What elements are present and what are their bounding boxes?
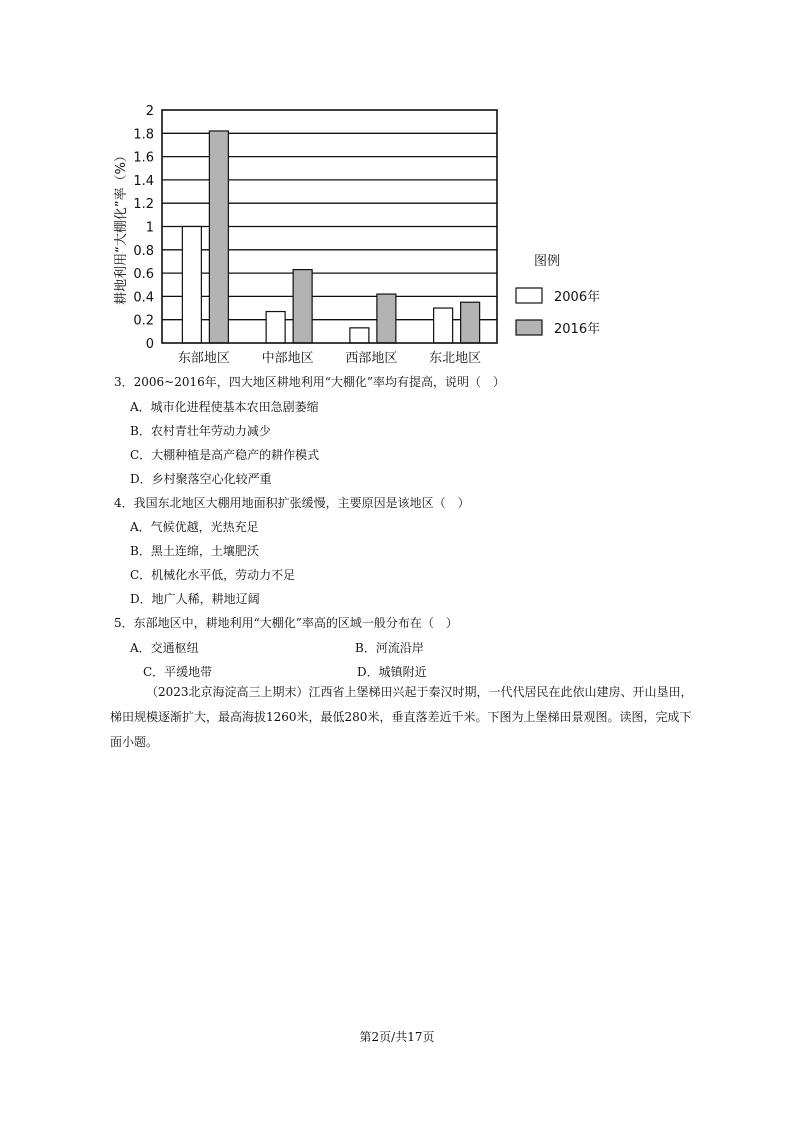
passage [110,680,694,755]
passage-text: （2023北京海淀高三上期末）江西省上堡梯田兴起于秦汉时期，一代代居民在此依山建房、开山垦田，梯田规模逐渐扩大，最高海拔1260米，最低280米，垂直落差近千米。下图为上堡梯田景观图。读图，完成下面小题。 [110,685,693,749]
bar-2006 [182,227,201,344]
question-3-option-b[interactable]: B．农村青壮年劳动力减少 [130,424,271,438]
question-4-option-a[interactable]: A．气候优越，光热充足 [130,520,259,534]
question-5-option-b[interactable]: B．河流沿岸 [355,641,424,655]
y-tick-labels [133,104,154,352]
bars [182,131,479,343]
bar-2016 [209,131,228,343]
y-tick-label: 0.4 [133,290,154,306]
bar-chart [100,100,620,370]
question-5-option-c[interactable]: C．平缓地带 [143,665,213,679]
y-tick-label: 1.6 [133,150,154,166]
question-4-option-d[interactable]: D．地广人稀，耕地辽阔 [130,592,260,606]
question-5-option-d[interactable]: D．城镇附近 [357,665,427,679]
question-3-stem: 3．2006~2016年，四大地区耕地利用“大棚化”率均有提高，说明（ ） [114,375,506,389]
y-tick-label: 0.2 [133,313,154,329]
question-4-stem: 4．我国东北地区大棚用地面积扩张缓慢，主要原因是该地区（ ） [114,496,470,510]
y-axis-label: 耕地利用“大棚化”率（%） [114,149,129,305]
y-tick-label: 1.2 [133,197,154,213]
x-tick-label: 东部地区 [177,351,230,366]
question-5-option-a[interactable]: A．交通枢纽 [130,641,199,655]
legend-label: 2006年 [554,290,601,305]
legend-label: 2016年 [554,322,601,337]
bar-2016 [293,270,312,343]
bar-2016 [461,302,480,343]
question-3-option-d[interactable]: D．乡村聚落空心化较严重 [130,472,272,486]
question-4-option-b[interactable]: B．黑土连绵，土壤肥沃 [130,544,259,558]
y-tick-label: 1 [145,220,154,236]
y-tick-label: 1.4 [133,173,154,189]
legend [516,288,600,337]
question-4-option-c[interactable]: C．机械化水平低，劳动力不足 [130,568,296,582]
x-tick-labels [178,350,481,366]
page-footer: 第2页/共17页 [359,1030,435,1044]
x-tick-label: 西部地区 [345,351,398,366]
x-tick-label: 中部地区 [261,351,314,366]
y-tick-label: 0.6 [133,267,154,283]
y-tick-label: 0 [145,337,154,352]
legend-swatch [516,320,542,335]
legend-title: 图例 [534,254,561,269]
question-3-option-c[interactable]: C．大棚种植是高产稳产的耕作模式 [130,448,320,462]
y-tick-label: 2 [145,104,154,119]
bar-2016 [377,294,396,343]
x-tick-label: 东北地区 [429,351,482,366]
legend-swatch [516,288,542,303]
bar-2006 [350,328,369,343]
bar-2006 [434,308,453,343]
y-tick-label: 1.8 [133,127,154,143]
y-tick-label: 0.8 [133,243,154,259]
question-5-stem: 5．东部地区中，耕地利用“大棚化”率高的区域一般分布在（ ） [114,616,458,630]
question-3-option-a[interactable]: A．城市化进程使基本农田急剧萎缩 [130,400,319,414]
bar-2006 [266,312,285,343]
